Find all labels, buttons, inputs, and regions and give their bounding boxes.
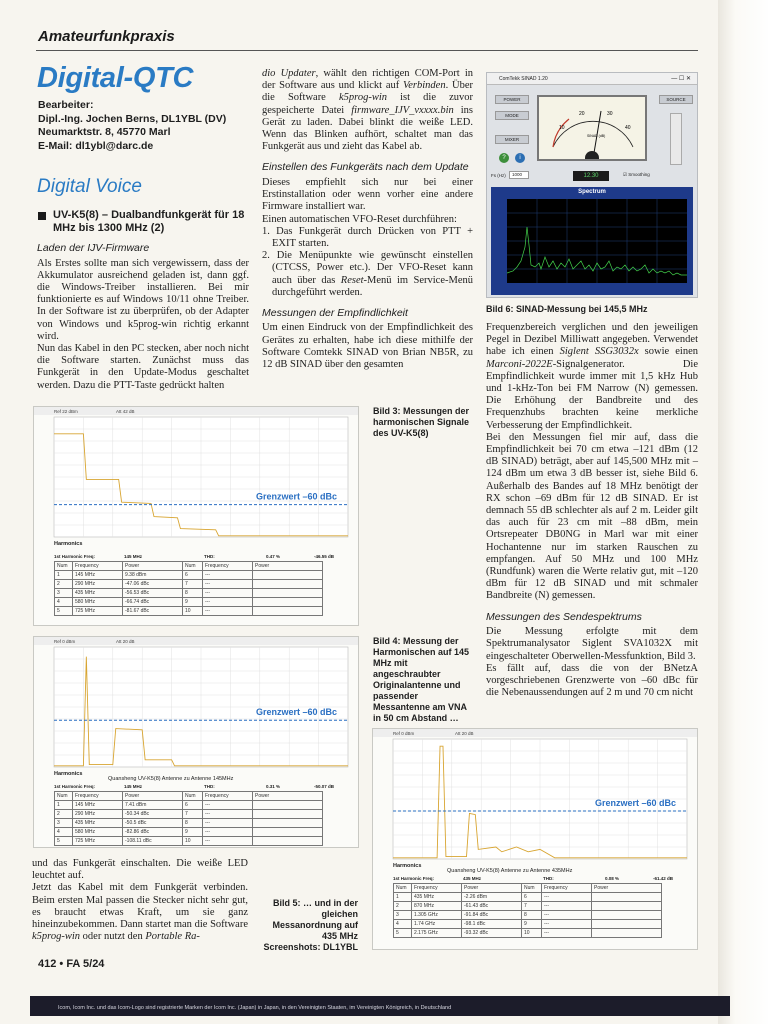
harmonics-label: Harmonics <box>54 771 83 777</box>
ref-level-label: Ref 0 dBm <box>393 731 415 736</box>
paragraph: und das Funkgerät einschalten. Die weiße LED leuchtet auf. <box>32 858 248 882</box>
table-row: 3 1.305 GHz -91.84 dBc 8 --- <box>394 911 662 920</box>
caption-bild5: Bild 5: … und in der gleichen Messanordnung auf 435 MHz Screenshots: DL1YBL <box>263 898 358 952</box>
mode-button[interactable]: MODE <box>495 111 529 120</box>
byline-email: E-Mail: dl1ybl@darc.de <box>38 139 154 152</box>
ref-level-label: Ref 0 dBm <box>54 639 76 644</box>
subhead-empfindlichkeit: Messungen der Empfindlichkeit <box>262 306 408 319</box>
harmonics-table: Num Frequency Power Num Frequency Power 1 145 MHz 7.41 dBm 6 --- 2 290 MHz -50.34 dBc 7 --- 3 435 MHz -50.5 dBc 8 --- 4 580 MHz -82.86 dBc 9 --- 5 725 MHz -108.11 dBc 10 --- <box>54 791 323 846</box>
paragraph: Dieses empfiehlt sich nur bei einer Erstinstallation oder wenn vorher eine andere Firmware installiert war. <box>262 176 473 213</box>
harmonic-info: 0.31 % <box>266 784 281 789</box>
fs-input[interactable]: 1000 <box>509 171 529 179</box>
meter-pivot <box>585 151 599 159</box>
page-footer: 412 • FA 5/24 <box>38 958 105 970</box>
sinad-titlebar: ComTekk SINAD 1.20 — ☐ ✕ <box>487 73 697 85</box>
harmonics-label: Harmonics <box>393 863 422 869</box>
chart-subtitle: Quansheng UV-K5(8) Antenne zu Antenne 435MHz <box>447 868 573 874</box>
table-row: 5 2.175 GHz -93.32 dBc 10 --- <box>394 929 662 938</box>
svg-text:30: 30 <box>607 111 613 117</box>
table-row: 2 290 MHz -47.06 dBc 7 --- <box>55 580 323 589</box>
harmonic-info: THD: <box>543 876 554 881</box>
table-row: 2 290 MHz -50.34 dBc 7 --- <box>55 810 323 819</box>
paragraph: Als Erstes sollte man sich vergewissern, dass der Akkumulator ausreichend geladen ist, dann ggf. die Windows-Treiber installieren. Bei mir funktionierte es auf Windows 10/11 ohne Treiber. In der Software ist zu überprüfen, ob der Adapter von Windows und k5prog-win richtig erkannt wird. <box>37 257 249 342</box>
table-row: 5 725 MHz -108.11 dBc 10 --- <box>55 837 323 846</box>
svg-text:40: 40 <box>625 125 631 131</box>
column-1-bottom <box>32 858 248 943</box>
list-item: 1. Das Funkgerät durch Drücken von PTT + EXIT starten. <box>262 225 473 249</box>
byline-name: Dipl.-Ing. Jochen Berns, DL1YBL (DV) <box>38 112 227 125</box>
paragraph: Nun das Kabel in den PC stecken, aber noch nicht die Software starten. Zunächst muss das Funkgerät in den Update-Modus geschaltet werden. Dazu die PTT-Taste gedrückt halten <box>37 342 249 391</box>
harmonic-info: 0.08 % <box>605 876 620 881</box>
sinad-readout: 12.30 <box>573 171 609 181</box>
paragraph: Es fällt auf, dass die von der BNetzA vorgeschriebenen Grenzwerte von –60 dBc für die Nebenaussendungen auf 2 m und 70 cm nicht <box>486 662 698 699</box>
spectrum-title: Spectrum <box>578 189 606 195</box>
paragraph: Um einen Eindruck von der Empfindlichkeit des Gerätes zu erhalten, habe ich diese mithilfe der Software Comtekk SINAD von Brian NB5R, zu 12 dB SINAD über den gesamten <box>262 322 473 371</box>
paragraph: Die Messung erfolgte mit dem Spektrumanalysator Siglent SVA1032X mit eingeschalteter Oberwellen-Messfunktion, Bild 3. <box>486 626 698 662</box>
power-button[interactable]: POWER <box>495 95 529 104</box>
harmonics-chart-fig4 <box>33 636 359 848</box>
harmonic-info: 145 MHz <box>124 554 143 559</box>
spectrum-panel <box>491 187 693 295</box>
column-3 <box>486 322 698 699</box>
caption-bild4: Bild 4: Messung der Harmonischen auf 145 MHz mit angeschraubter Originalantenne und passender Messantenne am VNA in 50 cm Abstand … <box>373 636 470 723</box>
harmonics-table: Num Frequency Power Num Frequency Power 1 435 MHz -2.26 dBm 6 --- 2 870 MHz -61.43 dBc 7 --- 3 1.305 GHz -91.84 dBc 8 --- 4 1.74 GHz -98.1 dBc 9 --- 5 2.175 GHz -93.32 dBc 10 --- <box>393 883 662 938</box>
limit-label: Grenzwert –60 dBc <box>256 491 338 502</box>
table-row: 1 145 MHz 7.41 dBm 6 --- <box>55 801 323 810</box>
table-row: 4 580 MHz -66.74 dBc 9 --- <box>55 598 323 607</box>
paragraph: Frequenzbereich verglichen und den jeweiligen Pegel in Dezibel Milliwatt angegeben. Verwendet habe ich einen Siglent SSG3032x sowie einen Marconi-2022E-Signalgenerator. Die Empfindlichkeit wurde immer mit 1,5 kHz Hub und 1-kHz-Ton bei FM Narrow (N) gemessen. Die Erhöhung der Bandbreite und des Frequenzhubs brachten keine merkliche Verbesserung der Empfindlichkeit. <box>486 322 698 431</box>
svg-text:10: 10 <box>559 125 565 131</box>
table-row: 4 1.74 GHz -98.1 dBc 9 --- <box>394 920 662 929</box>
attenuation-label: Att 20 dB <box>455 731 474 736</box>
info-icon[interactable]: i <box>515 153 525 163</box>
svg-text:SINAD (dB): SINAD (dB) <box>587 134 606 138</box>
harmonic-info: -61.42 dB <box>653 876 674 881</box>
table-row: 5 725 MHz -81.67 dBc 10 --- <box>55 607 323 616</box>
limit-label: Grenzwert –60 dBc <box>256 707 338 718</box>
topic-heading <box>38 209 253 235</box>
meter-svg <box>539 97 645 159</box>
svg-text:20: 20 <box>579 111 585 117</box>
bottom-ad-strip: Icom, Icom Inc. und das Icom-Logo sind registrierte Marken der Icom Inc. (Japan) in Japan, in den Vereinigten Staaten, im Vereinigten Königreich, in Deutschland <box>30 996 730 1016</box>
harmonic-info: 1st Harmonic Freq: <box>54 784 96 789</box>
rubric-header: Amateurfunkpraxis <box>38 28 175 45</box>
sinad-screenshot <box>486 72 698 298</box>
table-row: 2 870 MHz -61.43 dBc 7 --- <box>394 902 662 911</box>
subhead-sendespektrum: Messungen des Sendespektrums <box>486 610 642 623</box>
harmonic-info: 1st Harmonic Freq: <box>393 876 435 881</box>
help-icon[interactable]: ? <box>499 153 509 163</box>
column-2 <box>262 68 473 371</box>
harmonic-info: 435 MHz <box>463 876 482 881</box>
byline-role: Bearbeiter: <box>38 99 94 111</box>
header-rule <box>36 50 698 51</box>
table-row: 1 435 MHz -2.26 dBm 6 --- <box>394 893 662 902</box>
table-row: 3 435 MHz -50.5 dBc 8 --- <box>55 819 323 828</box>
fs-label: Fs (Hz) <box>491 173 506 178</box>
section-title: Digital Voice <box>37 176 142 197</box>
paragraph: Einen automatischen VFO-Reset durchführen: <box>262 213 457 225</box>
paragraph: Jetzt das Kabel mit dem Funkgerät verbinden. Beim ersten Mal passen die Stecker nicht sehr gut, es braucht etwas Kraft, um sie ganz hineinzubekommen. Dann startet man die Software k5prog-win oder nutzt den Portable Ra- <box>32 882 248 943</box>
list-item: 2. Die Menüpunkte wie gewünscht einstellen (CTCSS, Power etc.). Der VFO-Reset kann auch über das Reset-Menü im Service-Menü durchgeführt werden. <box>262 250 473 298</box>
spectrum-svg <box>491 187 693 295</box>
subhead-ijv: Laden der IJV-Firmware <box>37 242 150 254</box>
paragraph: dio Updater, wählt den richtigen COM-Port in der Software aus und klickt auf Verbinden. Über die Software k5prog-win ist die zuvor gespeicherte Datei firmware_IJV_vxxxx.bin ins Gerät zu laden. Dabei blinkt die weiße LED. Wenn das Blinken aufhört, schaltet man das Funkgerät aus und zieht das Kabel ab. <box>262 68 474 153</box>
level-slider[interactable] <box>670 113 682 165</box>
harmonics-table: Num Frequency Power Num Frequency Power 1 145 MHz 9.38 dBm 6 --- 2 290 MHz -47.06 dBc 7 --- 3 435 MHz -56.53 dBc 8 --- 4 580 MHz -66.74 dBc 9 --- 5 725 MHz -81.67 dBc 10 --- <box>54 561 323 616</box>
harmonic-info: -50.07 dB <box>314 784 335 789</box>
attenuation-label: Att 20 dB <box>116 639 135 644</box>
byline <box>38 99 253 153</box>
subhead-einstellen: Einstellen des Funkgeräts nach dem Update <box>262 161 469 174</box>
table-row: 3 435 MHz -56.53 dBc 8 --- <box>55 589 323 598</box>
limit-label: Grenzwert –60 dBc <box>595 798 677 808</box>
harmonic-info: 0.47 % <box>266 554 281 559</box>
harmonic-info: 1st Harmonic Freq: <box>54 554 96 559</box>
column-1-top <box>37 242 249 392</box>
chart-subtitle: Quansheng UV-K5(8) Antenne zu Antenne 145MHz <box>108 776 234 782</box>
bullet-square-icon <box>38 212 46 220</box>
harmonics-label: Harmonics <box>54 541 83 547</box>
harmonic-info: 145 MHz <box>124 784 143 789</box>
harmonic-info: -46.55 dB <box>314 554 335 559</box>
caption-bild6: Bild 6: SINAD-Messung bei 145,5 MHz <box>486 304 648 314</box>
page-title: Digital-QTC <box>37 62 194 94</box>
caption-bild3: Bild 3: Messungen der harmonischen Signale des UV-K5(8) <box>373 406 470 438</box>
ref-level-label: Ref 22 dBm <box>54 409 78 414</box>
paragraph: Bei den Messungen fiel mir auf, dass die Empfindlichkeit bei 70 cm etwa –121 dBm (12 dB SINAD) beträgt, aber auf 145,500 MHz mit –124 dBm um etwa 3 dB besser ist, siehe Bild 6. Außerhalb des Bandes auf 18 MHz benötigt der RX schon –69 dBm für 12 dB SINAD. Er ist demnach 55 dB schlechter als auf 2 m. Leider gilt das auch für 23 cm mit –88 dBm, mein Ortsrepeater DB0NG in Marl war mit einer Hochantenne nur im starken Rauschen zu empfangen. Auf 50 MHz und 100 MHz (Rundfunk) waren die Werte relativ gut, mit –120 dBm für 12 dB SINAD und mit schmaler Bandbreite (N) gemessen. <box>486 431 698 602</box>
topic-text: UV-K5(8) – Dualbandfunkgerät für 18 MHz bis 1300 MHz (2) <box>53 209 245 234</box>
mixer-button[interactable]: MIXER <box>495 135 529 144</box>
source-button[interactable]: SOURCE <box>659 95 693 104</box>
byline-address: Neumarktstr. 8, 45770 Marl <box>38 126 171 138</box>
table-row: 4 580 MHz -82.86 dBc 9 --- <box>55 828 323 837</box>
harmonic-info: THD: <box>204 554 215 559</box>
table-row: 1 145 MHz 9.38 dBm 6 --- <box>55 571 323 580</box>
smoothing-checkbox[interactable]: ☑ Smoothing <box>623 172 650 177</box>
harmonics-chart-fig3 <box>33 406 359 626</box>
page-edge <box>718 0 768 1024</box>
harmonic-info: THD: <box>204 784 215 789</box>
sinad-meter <box>537 95 647 161</box>
attenuation-label: Att 42 dB <box>116 409 135 414</box>
harmonics-chart-fig5 <box>372 728 698 950</box>
